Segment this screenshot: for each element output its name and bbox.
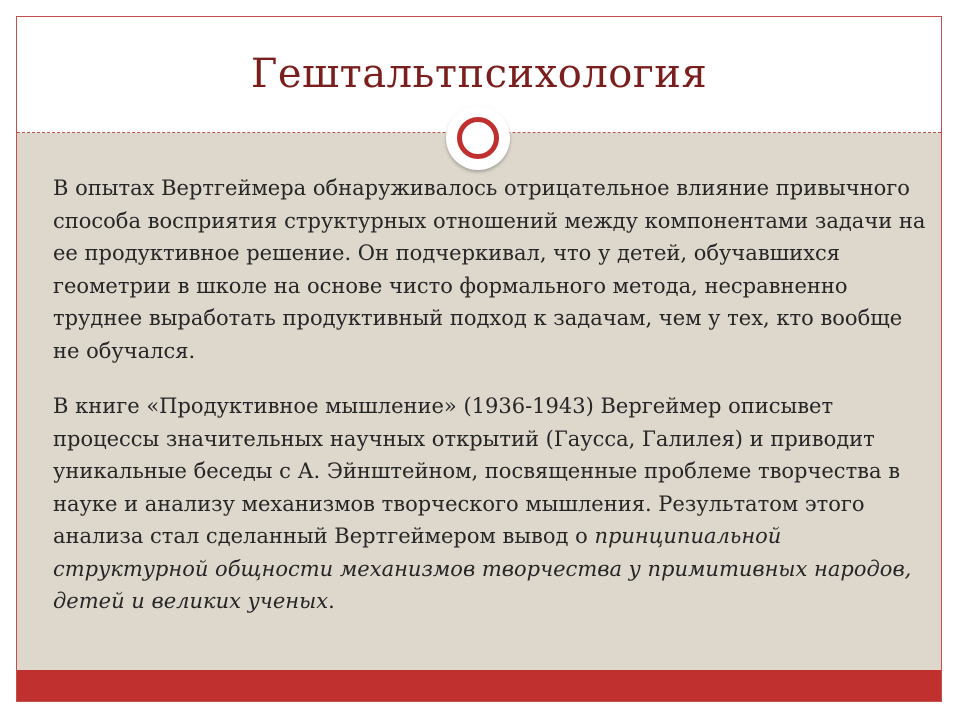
paragraph-2-italic: принципиальной структурной общности механизмов творчества у примитивных народов, детей и великих ученых	[53, 524, 912, 613]
paragraph-1: В опытах Вертгеймера обнаруживалось отрицательное влияние привычного способа восприятия структурных отношений между компонентами задачи на ее продуктивное решение. Он подчеркивал, что у детей, обучавшихся геометрии в школе на основе чисто формального метода, несравненно труднее выработать продуктивный подход к задачам, чем у тех, кто вообще не обучался.	[53, 176, 926, 363]
slide-title: Гештальтпсихология	[250, 51, 708, 97]
paragraph-2-text: В книге «Продуктивное мышление» (1936-1943) Вергеймер описывет процессы значительных научных открытий (Гаусса, Галилея) и приводит уникальные беседы с А. Эйнштейном, посвященные проблеме творчества в науке и анализу механизмов творческого мышления. Результатом этого анализа стал сделанный Вертгеймером вывод о	[53, 394, 901, 548]
red-ring-icon	[457, 117, 499, 159]
slide-body	[53, 172, 933, 618]
paragraph-2	[53, 390, 933, 618]
bottom-bar	[17, 670, 941, 701]
paragraph-2-end: .	[328, 589, 335, 613]
